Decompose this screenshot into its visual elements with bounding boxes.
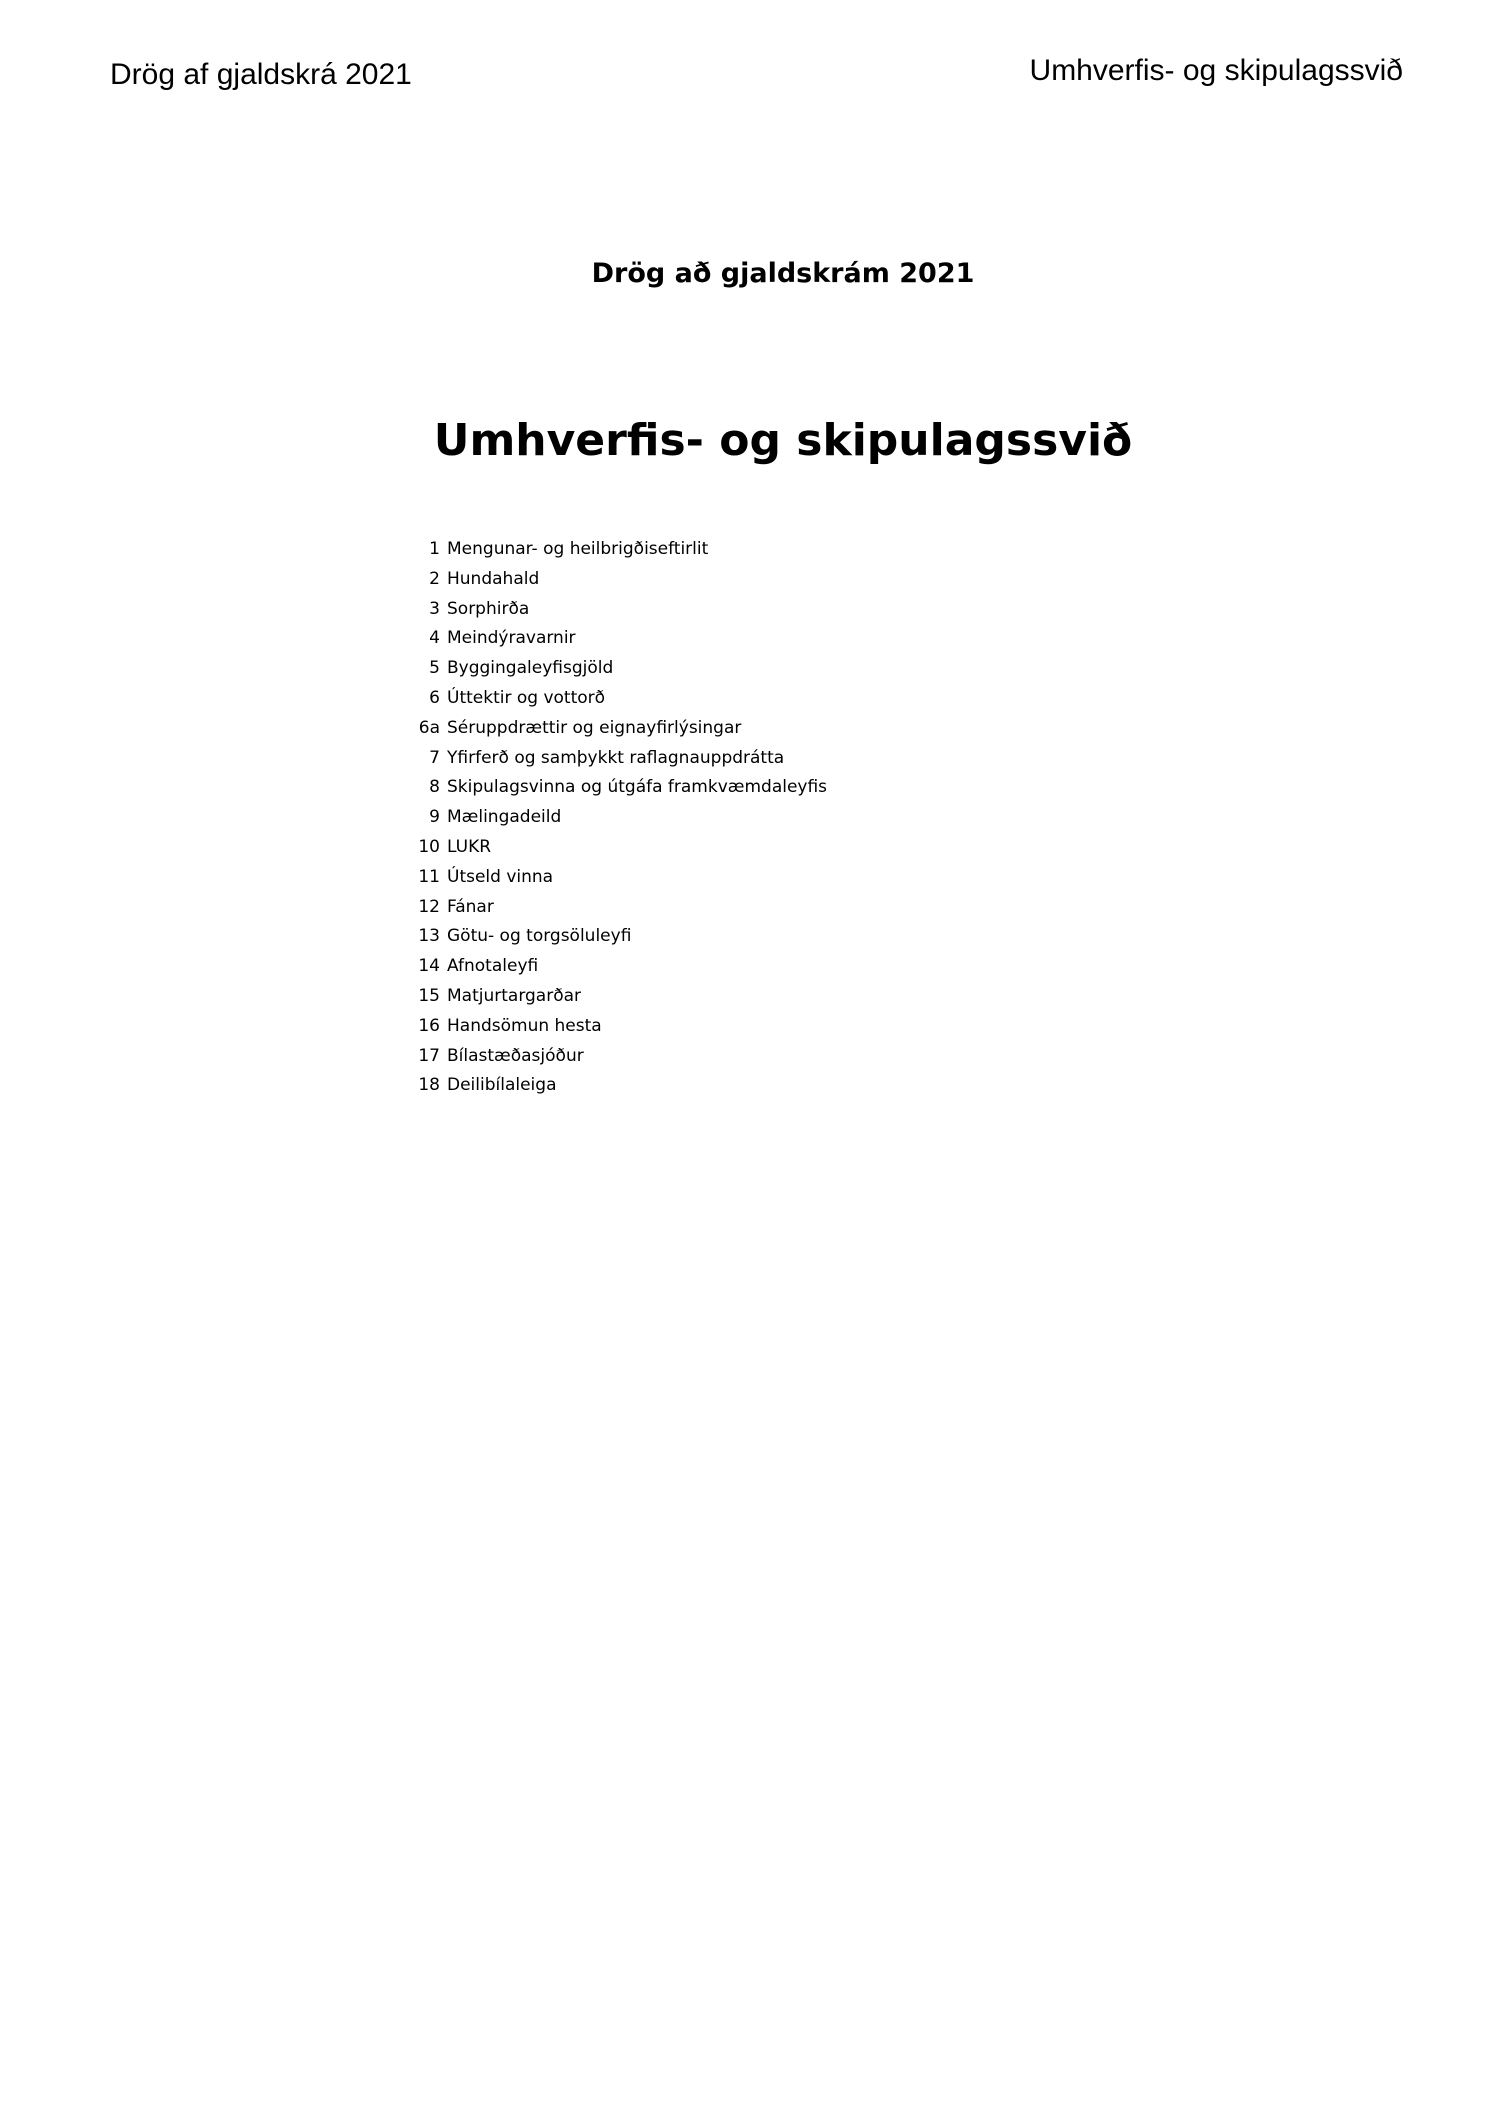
toc-item-label: Mælingadeild xyxy=(447,807,562,828)
toc-item-number: 14 xyxy=(418,956,440,977)
toc-item xyxy=(400,1071,827,1101)
toc-item-label: Byggingaleyfisgjöld xyxy=(447,658,614,679)
toc-item-number: 7 xyxy=(429,747,440,768)
toc-item xyxy=(400,684,827,714)
toc-item-label: Meindýravarnir xyxy=(447,628,576,649)
toc-item xyxy=(400,982,827,1012)
toc-item xyxy=(400,535,827,565)
toc-item-label: Séruppdrættir og eignayfirlýsingar xyxy=(447,717,742,738)
toc-item-label: Sorphirða xyxy=(447,598,530,619)
toc-item-label: Fánar xyxy=(447,896,494,917)
toc-item xyxy=(400,1042,827,1072)
toc-item-label: Útseld vinna xyxy=(447,866,554,887)
toc-item xyxy=(400,744,827,774)
toc-item xyxy=(400,714,827,744)
toc-item xyxy=(400,565,827,595)
toc-item-number: 13 xyxy=(418,926,440,947)
toc-item xyxy=(400,803,827,833)
toc-item-number: 5 xyxy=(429,658,440,679)
toc-item-number: 8 xyxy=(429,777,440,798)
toc-item-label: Úttektir og vottorð xyxy=(447,687,606,708)
toc-item xyxy=(400,833,827,863)
toc-item-number: 3 xyxy=(429,598,440,619)
toc-item-number: 17 xyxy=(418,1045,440,1066)
toc-item-label: LUKR xyxy=(447,836,492,857)
toc-item-label: Hundahald xyxy=(447,568,540,589)
toc-item-number: 15 xyxy=(418,985,440,1006)
toc-item-number: 18 xyxy=(418,1075,440,1096)
toc-item-number: 4 xyxy=(429,628,440,649)
toc-item xyxy=(400,773,827,803)
toc-item-number: 2 xyxy=(429,568,440,589)
toc-item-number: 6a xyxy=(418,717,440,738)
toc-item-number: 1 xyxy=(429,539,440,559)
toc-item-label: Götu- og torgsöluleyfi xyxy=(447,926,632,947)
toc-item xyxy=(400,922,827,952)
header-left-text: Drög af gjaldskrá 2021 xyxy=(110,58,412,91)
toc-item-number: 12 xyxy=(418,896,440,917)
toc-item xyxy=(400,1012,827,1042)
toc-item-number: 11 xyxy=(418,866,440,887)
toc-item xyxy=(400,624,827,654)
toc-item-number: 16 xyxy=(418,1015,440,1036)
toc-item-label: Yfirferð og samþykkt raflagnauppdrátta xyxy=(447,747,785,768)
toc-item-number: 6 xyxy=(429,687,440,708)
header-right-text: Umhverfis- og skipulagssvið xyxy=(1029,54,1403,87)
toc-item-number: 9 xyxy=(429,807,440,828)
page-title: Umhverfis- og skipulagssvið xyxy=(433,415,1133,466)
toc-item-number: 10 xyxy=(418,836,440,857)
toc-item xyxy=(400,595,827,625)
toc-item xyxy=(400,863,827,893)
toc-item xyxy=(400,654,827,684)
toc-item-label: Deilibílaleiga xyxy=(447,1075,557,1096)
toc-item-label: Afnotaleyfi xyxy=(447,956,539,977)
toc-item-label: Bílastæðasjóður xyxy=(447,1045,584,1066)
toc-item-label: Mengunar- og heilbrigðiseftirlit xyxy=(447,539,709,559)
toc-item xyxy=(400,893,827,923)
toc-item-label: Handsömun hesta xyxy=(447,1015,602,1036)
document-subtitle: Drög að gjaldskrám 2021 xyxy=(591,258,975,289)
toc-item-label: Matjurtargarðar xyxy=(447,985,582,1006)
table-of-contents xyxy=(400,535,827,1101)
toc-item xyxy=(400,952,827,982)
toc-item-label: Skipulagsvinna og útgáfa framkvæmdaleyfis xyxy=(447,777,828,798)
